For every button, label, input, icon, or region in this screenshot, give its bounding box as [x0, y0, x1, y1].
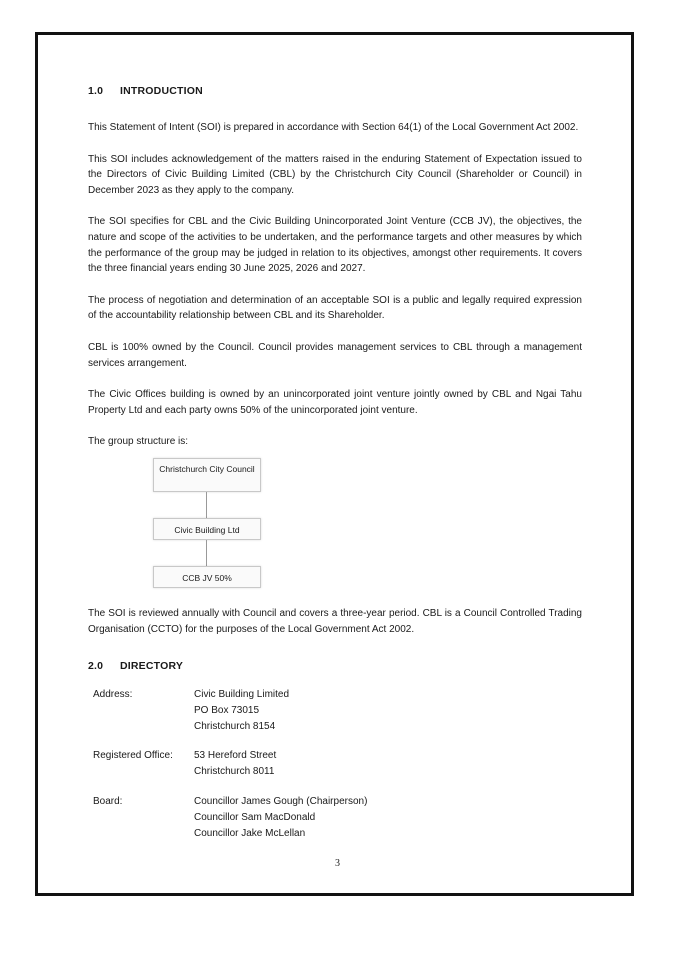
org-box-cbl: Civic Building Ltd [153, 518, 261, 540]
directory-row-office [88, 748, 582, 780]
section-heading-directory: 2.0 DIRECTORY [88, 660, 184, 673]
org-box-jv: CCB JV 50% [153, 566, 261, 588]
directory-values: Councillor James Gough (Chairperson) Councillor Sam MacDonald Councillor Jake McLellan [194, 796, 368, 839]
group-structure-chart [88, 454, 582, 600]
intro-paragraph: CBL is 100% owned by the Council. Council provides management services to CBL through a management services arrangement. [88, 341, 582, 369]
intro-paragraph: This Statement of Intent (SOI) is prepared in accordance with Section 64(1) of the Local Government Act 2002. [88, 122, 579, 133]
directory-table [88, 687, 582, 841]
intro-closing-paragraph: The SOI is reviewed annually with Council and covers a three-year period. CBL is a Council Controlled Trading Organisation (CCTO) for the purposes of the Local Government Act 2002. [88, 607, 582, 635]
directory-label: Board: [93, 796, 123, 808]
org-box-council: Christchurch City Council [153, 458, 261, 492]
directory-label: Address: [93, 689, 133, 701]
org-connector [206, 492, 207, 518]
directory-row-address [88, 687, 582, 734]
page-content [88, 84, 582, 855]
directory-label: Registered Office: [93, 750, 173, 762]
directory-values: 53 Hereford Street Christchurch 8011 [194, 750, 277, 778]
section-heading-introduction: 1.0 INTRODUCTION [88, 85, 203, 97]
directory-values: Civic Building Limited PO Box 73015 Christchurch 8154 [194, 689, 290, 732]
intro-paragraph: The SOI specifies for CBL and the Civic Building Unincorporated Joint Venture (CCB JV), the objectives, the nature and scope of the activities to be undertaken, and the performance targets and other measures by which the performance of the group may be judged in relation to its objectives, amongst other requirements. It covers the three financial years ending 30 June 2025, 2026 and 2027. [88, 216, 582, 275]
intro-paragraph: The Civic Offices building is owned by an unincorporated joint venture jointly owned by CBL and Ngai Tahu Property Ltd and each party owns 50% of the unincorporated joint venture. [88, 389, 582, 416]
page-number: 3 [335, 858, 340, 869]
intro-paragraph: The process of negotiation and determination of an acceptable SOI is a public and legally required expression of the accountability relationship between CBL and its Shareholder. [88, 294, 582, 322]
intro-paragraph: This SOI includes acknowledgement of the matters raised in the enduring Statement of Expectation issued to the Directors of Civic Building Limited (CBL) by the Christchurch City Council (Shareholder or Council) in December 2023 as they apply to the company. [88, 153, 582, 196]
group-structure-label: The group structure is: [88, 436, 189, 448]
org-connector [206, 540, 207, 566]
directory-row-board [88, 794, 582, 841]
